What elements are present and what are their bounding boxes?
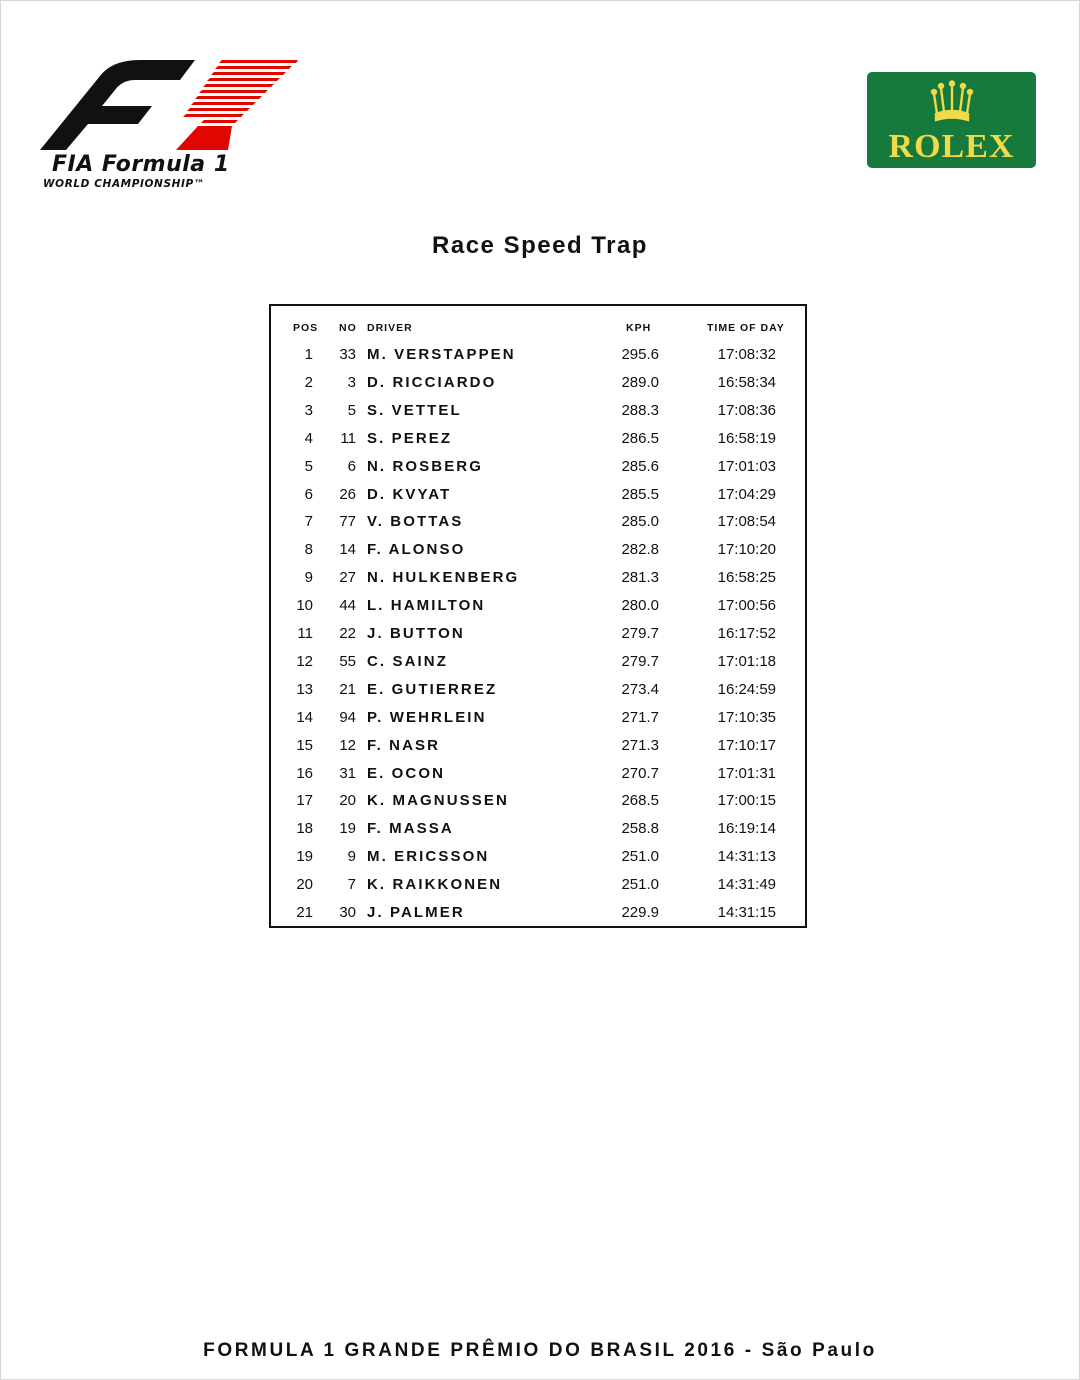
- cell-no: 31: [339, 764, 356, 782]
- cell-time: 17:04:29: [717, 485, 776, 503]
- cell-pos: 11: [297, 625, 313, 642]
- cell-no: 14: [339, 541, 356, 559]
- table-row: [271, 508, 805, 536]
- cell-kph: 285.5: [621, 485, 659, 503]
- cell-driver: E. OCON: [367, 764, 446, 782]
- cell-pos: 2: [304, 373, 313, 391]
- f1-logo: [40, 58, 310, 198]
- cell-no: 33: [339, 346, 356, 363]
- cell-driver: S. VETTEL: [367, 401, 462, 419]
- cell-no: 27: [339, 569, 356, 587]
- cell-kph: 271.7: [621, 708, 659, 726]
- cell-kph: 251.0: [621, 876, 659, 894]
- cell-pos: 12: [296, 652, 313, 670]
- cell-pos: 5: [304, 457, 313, 475]
- cell-pos: 9: [304, 569, 313, 587]
- rolex-wordmark: ROLEX: [888, 128, 1015, 165]
- rolex-logo: [867, 72, 1036, 168]
- cell-pos: 17: [296, 792, 313, 810]
- cell-pos: 10: [296, 597, 313, 615]
- cell-no: 9: [347, 848, 356, 866]
- cell-no: 6: [347, 457, 356, 475]
- table-row: [271, 620, 805, 648]
- cell-driver: F. MASSA: [367, 820, 454, 838]
- cell-no: 21: [339, 680, 356, 698]
- cell-no: 11: [340, 429, 356, 447]
- cell-driver: C. SAINZ: [367, 652, 448, 670]
- cell-driver: P. WEHRLEIN: [367, 708, 487, 726]
- page-title: Race Speed Trap: [432, 232, 648, 259]
- cell-pos: 8: [304, 541, 313, 559]
- header-time: TIME OF DAY: [707, 322, 785, 334]
- cell-no: 3: [347, 373, 356, 391]
- cell-driver: J. BUTTON: [367, 625, 465, 642]
- cell-driver: K. MAGNUSSEN: [367, 792, 509, 810]
- cell-time: 17:10:20: [717, 541, 776, 559]
- table-row: [271, 481, 805, 509]
- cell-kph: 286.5: [621, 429, 659, 447]
- cell-no: 19: [339, 820, 356, 838]
- table-row: [271, 787, 805, 815]
- cell-kph: 273.4: [621, 680, 659, 698]
- cell-driver: M. ERICSSON: [367, 848, 490, 866]
- crown-icon: [929, 80, 975, 126]
- cell-driver: J. PALMER: [367, 904, 465, 921]
- table-row: [271, 843, 805, 871]
- cell-no: 94: [339, 708, 356, 726]
- table-row: [271, 648, 805, 676]
- cell-no: 12: [339, 736, 356, 754]
- cell-no: 44: [339, 597, 356, 615]
- cell-pos: 20: [296, 876, 313, 894]
- cell-pos: 1: [304, 346, 313, 363]
- cell-kph: 281.3: [621, 569, 659, 587]
- table-row: [271, 899, 805, 927]
- cell-driver: N. HULKENBERG: [367, 569, 520, 587]
- header-no: NO: [339, 322, 357, 334]
- cell-pos: 21: [296, 904, 313, 921]
- cell-time: 16:24:59: [717, 680, 776, 698]
- header-pos: POS: [293, 322, 319, 334]
- cell-kph: 270.7: [621, 764, 659, 782]
- cell-driver: D. KVYAT: [367, 485, 452, 503]
- cell-no: 26: [339, 485, 356, 503]
- cell-driver: M. VERSTAPPEN: [367, 346, 516, 363]
- table-row: [271, 871, 805, 899]
- cell-driver: F. NASR: [367, 736, 441, 754]
- cell-pos: 14: [296, 708, 313, 726]
- f1-logo-subtext: WORLD CHAMPIONSHIP™: [43, 178, 205, 190]
- cell-driver: S. PEREZ: [367, 429, 453, 447]
- cell-kph: 295.6: [621, 346, 659, 363]
- cell-time: 14:31:49: [717, 876, 776, 894]
- cell-time: 17:00:56: [717, 597, 776, 615]
- table-row: [271, 815, 805, 843]
- cell-time: 14:31:15: [717, 904, 776, 921]
- cell-driver: D. RICCIARDO: [367, 373, 497, 391]
- cell-kph: 268.5: [621, 792, 659, 810]
- cell-time: 17:01:03: [717, 457, 776, 475]
- cell-time: 16:17:52: [717, 625, 776, 642]
- cell-pos: 18: [296, 820, 313, 838]
- cell-pos: 3: [304, 401, 313, 419]
- cell-no: 7: [347, 876, 356, 894]
- cell-time: 17:10:35: [717, 708, 776, 726]
- cell-kph: 279.7: [621, 652, 659, 670]
- cell-kph: 258.8: [621, 820, 659, 838]
- cell-driver: L. HAMILTON: [367, 597, 486, 615]
- cell-driver: E. GUTIERREZ: [367, 680, 498, 698]
- cell-time: 17:10:17: [717, 736, 776, 754]
- cell-no: 20: [339, 792, 356, 810]
- results-table: [269, 304, 807, 928]
- cell-driver: N. ROSBERG: [367, 457, 484, 475]
- cell-time: 17:08:32: [717, 346, 776, 363]
- cell-time: 17:08:54: [717, 513, 776, 531]
- cell-time: 16:58:34: [717, 373, 776, 391]
- f1-emblem-icon: [40, 58, 310, 158]
- f1-logo-text: FIA Formula 1: [52, 152, 230, 177]
- cell-kph: 282.8: [621, 541, 659, 559]
- cell-kph: 271.3: [621, 736, 659, 754]
- cell-pos: 16: [296, 764, 313, 782]
- table-row: [271, 564, 805, 592]
- cell-driver: V. BOTTAS: [367, 513, 464, 531]
- cell-kph: 289.0: [621, 373, 659, 391]
- cell-pos: 15: [296, 736, 313, 754]
- table-row: [271, 369, 805, 397]
- cell-kph: 251.0: [621, 848, 659, 866]
- cell-no: 77: [339, 513, 356, 531]
- cell-time: 16:58:19: [717, 429, 776, 447]
- cell-no: 30: [339, 904, 356, 921]
- cell-time: 17:01:31: [717, 764, 776, 782]
- cell-time: 17:00:15: [717, 792, 776, 810]
- cell-time: 14:31:13: [717, 848, 776, 866]
- cell-pos: 13: [296, 680, 313, 698]
- cell-no: 55: [339, 652, 356, 670]
- cell-driver: F. ALONSO: [367, 541, 466, 559]
- table-row: [271, 760, 805, 788]
- table-row: [271, 536, 805, 564]
- cell-pos: 19: [296, 848, 313, 866]
- table-row: [271, 732, 805, 760]
- table-row: [271, 592, 805, 620]
- table-row: [271, 676, 805, 704]
- cell-kph: 288.3: [621, 401, 659, 419]
- cell-kph: 285.6: [621, 457, 659, 475]
- table-row: [271, 453, 805, 481]
- cell-pos: 4: [304, 429, 313, 447]
- cell-kph: 285.0: [621, 513, 659, 531]
- event-footer: FORMULA 1 GRANDE PRÊMIO DO BRASIL 2016 - São Paulo: [203, 1340, 877, 1361]
- cell-driver: K. RAIKKONEN: [367, 876, 503, 894]
- cell-kph: 229.9: [621, 904, 659, 921]
- cell-time: 17:08:36: [717, 401, 776, 419]
- table-row: [271, 425, 805, 453]
- header-driver: DRIVER: [367, 322, 413, 334]
- cell-time: 17:01:18: [717, 652, 776, 670]
- cell-time: 16:19:14: [717, 820, 776, 838]
- table-row: [271, 704, 805, 732]
- cell-kph: 279.7: [621, 625, 659, 642]
- cell-no: 22: [339, 625, 356, 642]
- table-row: [271, 397, 805, 425]
- header-kph: KPH: [626, 322, 652, 334]
- cell-pos: 6: [304, 485, 313, 503]
- cell-time: 16:58:25: [717, 569, 776, 587]
- table-row: [271, 341, 805, 369]
- cell-kph: 280.0: [621, 597, 659, 615]
- cell-no: 5: [347, 401, 356, 419]
- cell-pos: 7: [304, 513, 313, 531]
